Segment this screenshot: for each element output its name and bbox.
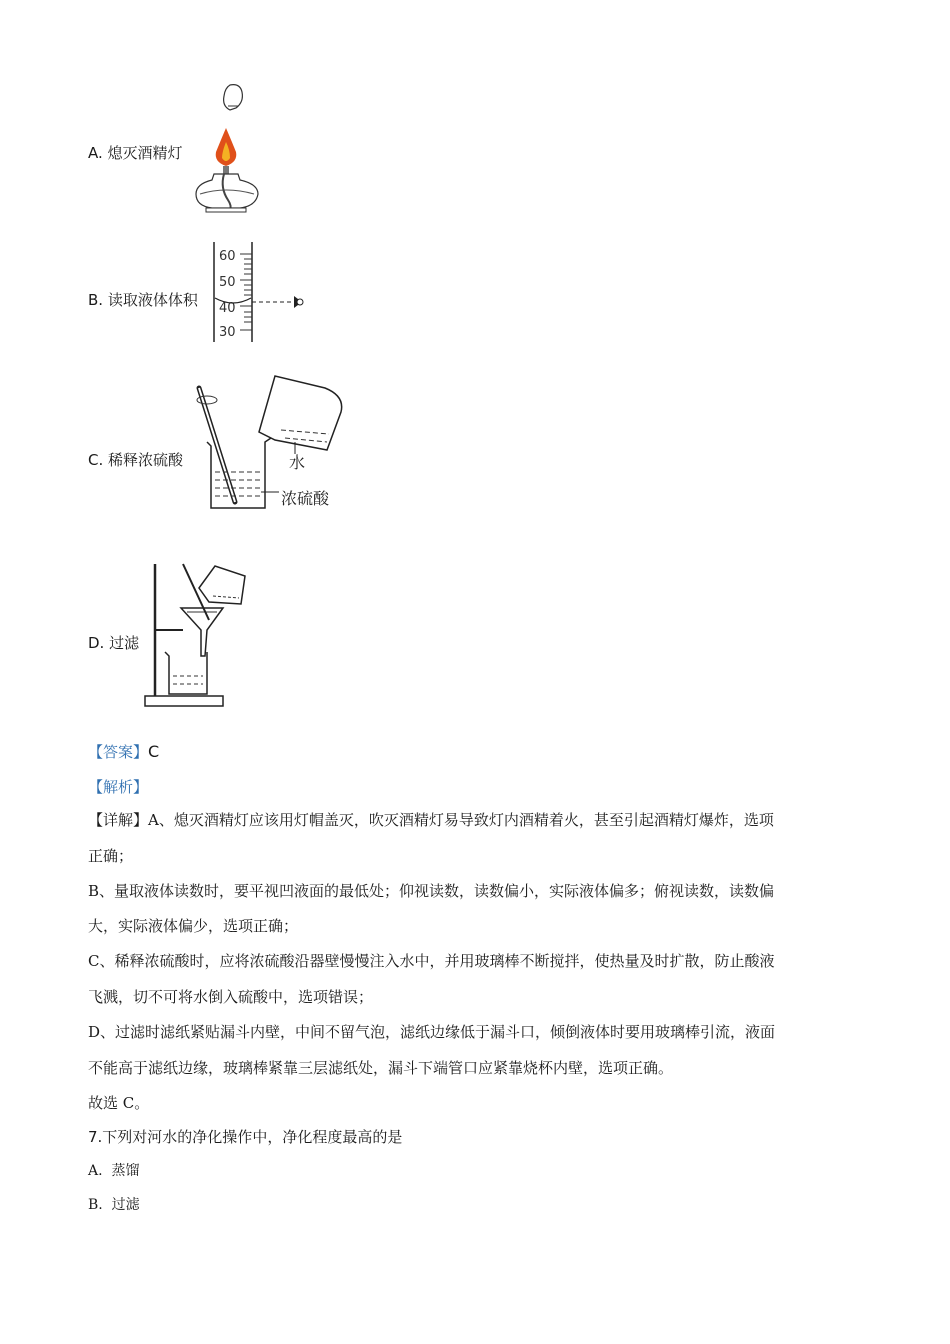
detail-line-2: 正确； [88, 847, 134, 865]
filtration-figure [143, 560, 253, 710]
detail-text: A、熄灭酒精灯应该用灯帽盖灭，吹灭酒精灯易导致灯内酒精着火，甚至引起酒精灯爆炸，选项 [148, 811, 774, 829]
option-text: 熄灭酒精灯 [107, 144, 183, 162]
option-text: 读取液体体积 [107, 291, 198, 309]
option-letter: D. [88, 634, 105, 652]
receiving-beaker [165, 652, 207, 694]
option-letter: C. [88, 451, 104, 469]
tick-label: 40 [219, 301, 236, 316]
option-a-label [88, 143, 183, 163]
pouring-beaker [259, 376, 342, 450]
question-7-choice-b[interactable] [88, 1195, 140, 1215]
option-d-label [88, 633, 139, 653]
detail-line-7: D、过滤时滤纸紧贴漏斗内壁，中间不留气泡，滤纸边缘低于漏斗口，倾倒液体时要用玻璃棒引流，液面 [88, 1023, 776, 1041]
detail-line-1 [88, 810, 774, 830]
option-text: 稀释浓硫酸 [108, 451, 184, 469]
lamp-body [196, 174, 258, 208]
water-label: 水 [289, 453, 306, 472]
analysis-line [88, 777, 148, 797]
choice-letter: A. [88, 1163, 103, 1179]
detail-line-3: B、量取液体读数时，要平视凹液面的最低处；仰视读数，读数偏小，实际液体偏多；俯视读数，读数偏 [88, 882, 775, 900]
detail-line-4: 大，实际液体偏少，选项正确； [88, 917, 299, 935]
option-c-label [88, 450, 183, 470]
option-b-label [88, 290, 198, 310]
detail-line-8: 不能高于滤纸边缘，玻璃棒紧靠三层滤纸处，漏斗下端管口应紧靠烧杯内壁，选项正确。 [88, 1059, 674, 1077]
alcohol-lamp-figure [192, 80, 262, 215]
detail-line-9: 故选 C。 [88, 1094, 150, 1112]
detail-line-5: C、稀释浓硫酸时，应将浓硫酸沿器壁慢慢注入水中，并用玻璃棒不断搅拌，使热量及时扩散，防止酸液 [88, 952, 775, 970]
choice-text: 蒸馏 [111, 1163, 140, 1179]
analysis-tag: 【解析】 [88, 778, 149, 796]
answer-value: C [148, 742, 160, 761]
choice-letter: B. [88, 1197, 103, 1213]
tick-label: 50 [219, 275, 236, 290]
graduated-cylinder-figure [210, 240, 320, 344]
detail-line-6: 飞溅，切不可将水倒入硫酸中，选项错误； [88, 988, 374, 1006]
question-7-text: 7.下列对河水的净化操作中，净化程度最高的是 [88, 1128, 403, 1146]
acid-label: 浓硫酸 [281, 489, 330, 508]
choice-text: 过滤 [111, 1197, 140, 1213]
tick-label: 30 [219, 325, 236, 340]
option-text: 过滤 [109, 634, 140, 652]
funnel [181, 608, 223, 656]
question-7-choice-a[interactable] [88, 1161, 139, 1181]
answer-line [88, 742, 159, 762]
dilution-figure [195, 370, 345, 515]
answer-tag: 【答案】 [88, 743, 149, 761]
option-letter: B. [88, 291, 104, 309]
option-letter: A. [88, 144, 103, 162]
detail-tag: 【详解】 [88, 811, 149, 829]
tick-label: 60 [219, 249, 236, 264]
stand-base [145, 696, 223, 706]
